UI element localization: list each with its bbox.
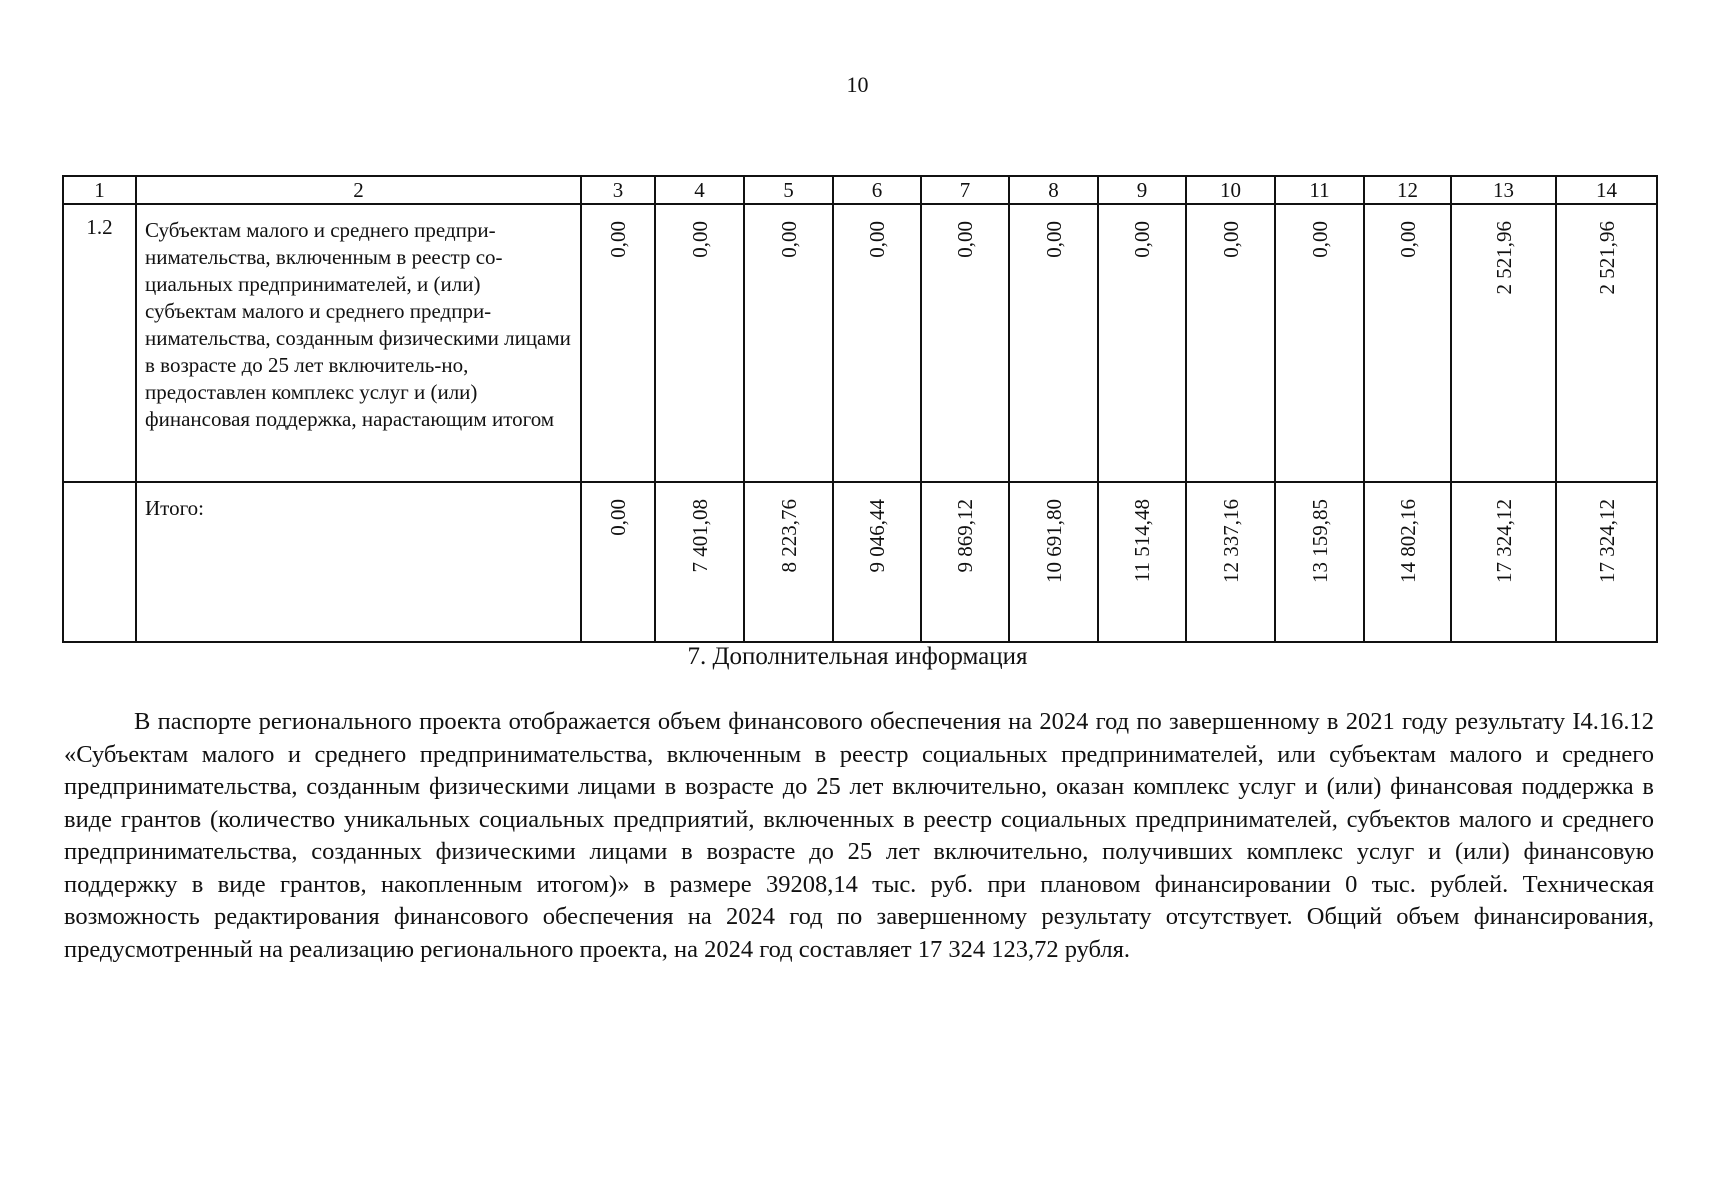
cell-value: 0,00 — [776, 221, 801, 258]
cell-value: 0,00 — [1041, 221, 1066, 258]
value-cell — [744, 482, 833, 642]
value-cell — [833, 204, 921, 482]
cell-value: 12 337,16 — [1218, 499, 1243, 583]
value-cell — [1275, 482, 1364, 642]
cell-value: 0,00 — [606, 221, 630, 258]
column-header: 13 — [1451, 176, 1556, 204]
column-header: 5 — [744, 176, 833, 204]
row-description: Субъектам малого и среднего предпри-нимательства, включенным в реестр со-циальных предпринимателей, и (или) субъектам малого и среднего предпри-нимательства, созданным физическими лицами в возрасте до 25 лет включитель-но, предоставлен комплекс услуг и (или) финансовая поддержка, нарастающим итогом — [136, 204, 581, 482]
value-cell — [833, 482, 921, 642]
value-cell — [655, 482, 744, 642]
value-cell — [1009, 204, 1098, 482]
cell-value: 2 521,96 — [1491, 221, 1516, 295]
cell-value: 0,00 — [1395, 221, 1420, 258]
section-title: 7. Дополнительная информация — [687, 643, 1028, 670]
value-cell — [1556, 204, 1657, 482]
column-header: 2 — [136, 176, 581, 204]
column-header: 14 — [1556, 176, 1657, 204]
cell-value: 17 324,12 — [1594, 499, 1619, 583]
cell-value: 0,00 — [687, 221, 712, 258]
value-cell — [1364, 482, 1451, 642]
column-header: 3 — [581, 176, 655, 204]
column-header: 11 — [1275, 176, 1364, 204]
cell-value: 9 869,12 — [953, 499, 977, 573]
column-header: 9 — [1098, 176, 1186, 204]
column-header: 1 — [63, 176, 136, 204]
value-cell — [1364, 204, 1451, 482]
value-cell — [921, 204, 1009, 482]
column-header: 10 — [1186, 176, 1275, 204]
value-cell — [1556, 482, 1657, 642]
cell-value: 0,00 — [1307, 221, 1332, 258]
cell-value: 0,00 — [1218, 221, 1243, 258]
value-cell — [1098, 204, 1186, 482]
value-cell — [921, 482, 1009, 642]
row-number — [63, 482, 136, 642]
table-row — [63, 204, 1657, 482]
table-row-total — [63, 482, 1657, 642]
value-cell — [655, 204, 744, 482]
cell-value: 7 401,08 — [687, 499, 712, 573]
table-header-row — [63, 176, 1657, 204]
cell-value: 13 159,85 — [1307, 499, 1332, 583]
cell-value: 2 521,96 — [1594, 221, 1619, 295]
value-cell — [1186, 204, 1275, 482]
finance-table — [62, 175, 1658, 643]
value-cell — [1098, 482, 1186, 642]
cell-value: 17 324,12 — [1491, 499, 1516, 583]
value-cell — [1275, 204, 1364, 482]
row-description: Итого: — [136, 482, 581, 642]
value-cell — [1186, 482, 1275, 642]
value-cell — [1009, 482, 1098, 642]
column-header: 7 — [921, 176, 1009, 204]
cell-value: 14 802,16 — [1395, 499, 1420, 583]
cell-value: 10 691,80 — [1041, 499, 1066, 583]
cell-value: 0,00 — [606, 499, 630, 536]
column-header: 8 — [1009, 176, 1098, 204]
cell-value: 0,00 — [953, 221, 977, 258]
value-cell — [744, 204, 833, 482]
column-header: 6 — [833, 176, 921, 204]
value-cell — [1451, 482, 1556, 642]
cell-value: 0,00 — [865, 221, 889, 258]
cell-value: 11 514,48 — [1130, 499, 1154, 583]
row-number: 1.2 — [63, 204, 136, 482]
cell-value: 0,00 — [1130, 221, 1154, 258]
value-cell — [581, 204, 655, 482]
column-header: 4 — [655, 176, 744, 204]
value-cell — [581, 482, 655, 642]
cell-value: 9 046,44 — [865, 499, 889, 573]
cell-value: 8 223,76 — [776, 499, 801, 573]
section-body: В паспорте регионального проекта отображается объем финансового обеспечения на 2024 год по завершенному в 2021 году результату I4.16.12 «Субъектам малого и среднего предпринимательства, включенным в реестр социальных предпринимателей, или субъектам малого и среднего предпринимательства, созданным физическими лицами в возрасте до 25 лет включительно, оказан комплекс услуг и (или) финансовая поддержка в виде грантов (количество уникальных социальных предприятий, включенных в реестр социальных предпринимателей, субъектов малого и среднего предпринимательства, созданных физическими лицами в возрасте до 25 лет включительно, получивших комплекс услуг и (или) финансовую поддержку в виде грантов, накопленным итогом)» в размере 39208,14 тыс. руб. при плановом финансировании 0 тыс. рублей. Техническая возможность редактирования финансового обеспечения на 2024 год по завершенному результату отсутствует. Общий объем финансирования, предусмотренный на реализацию регионального проекта, на 2024 год составляет 17 324 123,72 рубля. — [64, 708, 1654, 963]
value-cell — [1451, 204, 1556, 482]
page-number: 10 — [846, 72, 869, 97]
column-header: 12 — [1364, 176, 1451, 204]
